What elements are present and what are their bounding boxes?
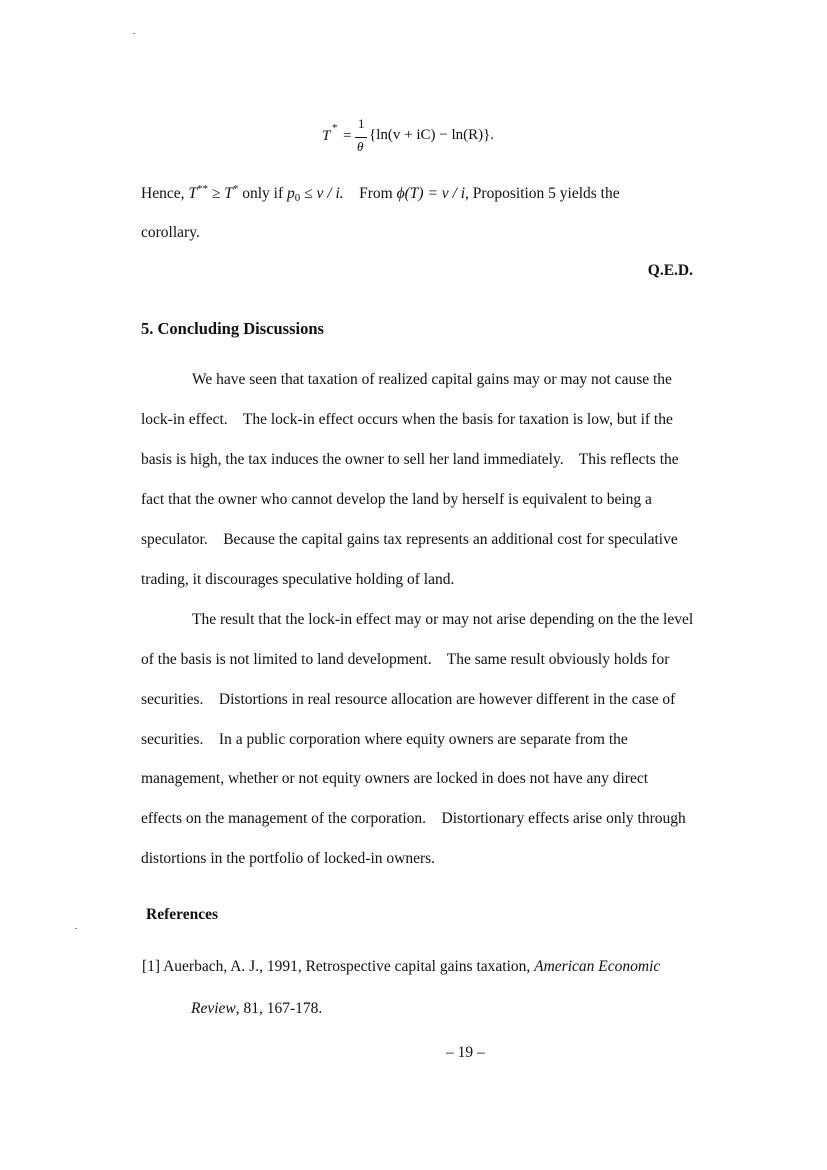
section-heading: 5. Concluding Discussions: [141, 319, 324, 338]
reference-text: [1] Auerbach, A. J., 1991, Retrospective capital gains taxation,: [142, 958, 535, 975]
equation-fraction-numerator: 1: [358, 116, 365, 131]
display-equation: [322, 116, 562, 158]
math-symbol: T: [224, 185, 233, 202]
reference-text: , 81, 167-178.: [235, 1000, 323, 1017]
equation-fraction-denominator: θ: [357, 139, 364, 154]
reference-item-1-continued: [191, 1000, 322, 1018]
hence-line-2: corollary.: [141, 224, 200, 241]
references-heading: References: [146, 906, 219, 923]
body-line: distortions in the portfolio of locked-in owners.: [141, 850, 436, 867]
body-line: The result that the lock-in effect may or may not arise depending on the the level: [192, 611, 694, 628]
body-line: of the basis is not limited to land development. The same result obviously holds for: [141, 651, 670, 668]
scan-speck: [133, 33, 135, 34]
superscript: **: [196, 183, 208, 195]
equation-rhs: {ln(v + iC) − ln(R)}.: [369, 127, 495, 143]
equation-fraction-bar: [355, 137, 367, 138]
math-condition: ≤ v / i.: [300, 185, 344, 202]
page-number: – 19 –: [446, 1044, 485, 1061]
reference-journal: American Economic: [534, 958, 661, 975]
equation-lhs-superscript: *: [332, 122, 338, 134]
reference-journal: Review: [191, 1000, 236, 1017]
text-span: Hence,: [141, 185, 189, 202]
reference-item-1: [142, 958, 660, 976]
subscript: 0: [294, 192, 301, 204]
text-span: , Proposition 5 yields the: [465, 185, 620, 202]
body-line: speculator. Because the capital gains tax represents an additional cost for speculative: [141, 531, 678, 548]
math-operator: ≥: [207, 185, 225, 202]
superscript: *: [232, 183, 239, 195]
math-expression: ϕ(T) = v / i: [396, 185, 466, 202]
math-symbol: p: [287, 185, 295, 202]
body-line: effects on the management of the corporation. Distortionary effects arise only through: [141, 810, 686, 827]
equation-equals: =: [343, 128, 352, 144]
body-line: securities. Distortions in real resource allocation are however different in the case of: [141, 691, 676, 708]
body-line: securities. In a public corporation where equity owners are separate from the: [141, 731, 628, 748]
hence-line: [141, 179, 620, 208]
body-line: lock-in effect. The lock-in effect occurs when the basis for taxation is low, but if the: [141, 411, 673, 428]
text-span: From: [343, 185, 397, 202]
body-line: management, whether or not equity owners are locked in does not have any direct: [141, 770, 649, 787]
scan-speck: [75, 928, 77, 929]
math-symbol: T: [188, 185, 197, 202]
body-line: trading, it discourages speculative holding of land.: [141, 571, 455, 588]
text-span: only if: [238, 185, 288, 202]
qed-mark: Q.E.D.: [647, 262, 693, 279]
body-line: We have seen that taxation of realized capital gains may or may not cause the: [192, 371, 672, 388]
body-line: fact that the owner who cannot develop the land by herself is equivalent to being a: [141, 491, 652, 508]
equation-lhs: T: [322, 128, 331, 144]
body-line: basis is high, the tax induces the owner to sell her land immediately. This reflects the: [141, 451, 679, 468]
